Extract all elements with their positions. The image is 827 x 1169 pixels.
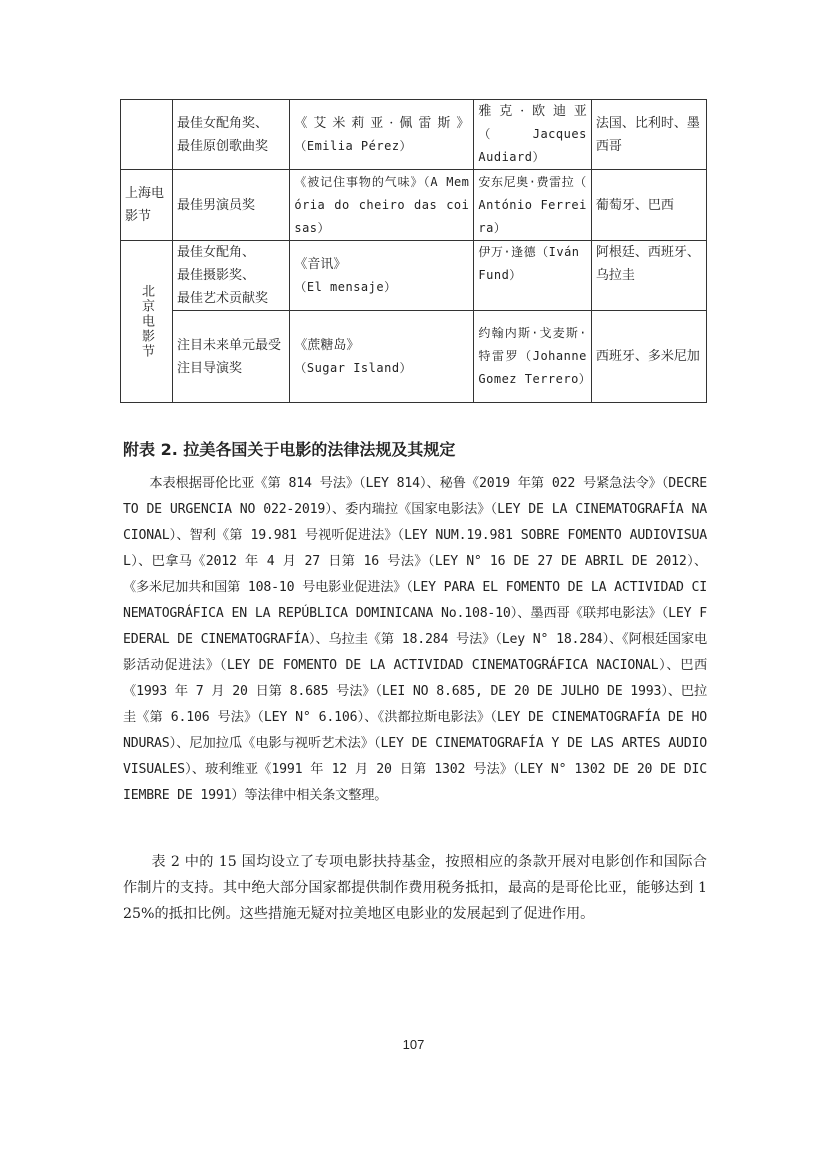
director-cell	[474, 100, 591, 170]
table-row	[121, 311, 707, 403]
award-line: 最佳男演员奖	[176, 197, 255, 213]
director-line: （ Jacques	[478, 127, 587, 141]
award-line: 最佳原创歌曲奖	[176, 138, 268, 154]
award-line: 注目未来单元最受注目导演奖	[176, 337, 281, 376]
festival-name-vertical: 北京电影节	[138, 284, 154, 359]
body-paragraph: 本表根据哥伦比亚《第 814 号法》（LEY 814）、秘鲁《2019 年第 022 号紧急法令》（DECRETO DE URGENCIA NO 022-2019）、委内瑞拉《国家电影法》（LEY DE LA CINEMATOGRAFÍA NACIONAL）、智利《第 19.981 号视听促进法》（LEY NUM.19.981 SOBRE FOMENTO AUDIOVISUAL）、巴拿马《2012 年 4 月 27 日第 16 号法》（LEY N° 16 DE 27 DE ABRIL DE 2012）、《多米尼加共和国第 108-10 号电影业促进法》（LEY PARA EL FOMENTO DE LA ACTIVIDAD CINEMATOGRÁFICA EN LA REPÚBLICA DOMINICANA No.108-10）、墨西哥《联邦电影法》（LEY FEDERAL DE CINEMATOGRAFÍA）、乌拉圭《第 18.284 号法》（Ley N° 18.284）、《阿根廷国家电影活动促进法》（LEY DE FOMENTO DE LA ACTIVIDAD CINEMATOGRÁFICA NACIONAL）、巴西《1993 年 7 月 20 日第 8.685 号法》（LEI NO 8.685, DE 20 DE JULHO DE 1993）、巴拉圭《第 6.106 号法》（LEY N° 6.106）、《洪都拉斯电影法》（LEY DE CINEMATOGRAFÍA DE HONDURAS）、尼加拉瓜《电影与视听艺术法》（LEY DE CINEMATOGRAFÍA Y DE LAS ARTES AUDIOVISUALES）、玻利维亚《1991 年 12 月 20 日第 1302 号法》（LEY N° 1302 DE 20 DE DICIEMBRE DE 1991）等法律中相关条文整理。	[123, 476, 707, 803]
festival-cell	[121, 241, 173, 403]
table-row	[121, 170, 707, 241]
table-row	[121, 100, 707, 170]
film-title: 《音讯》	[294, 256, 347, 272]
award-cell	[172, 241, 289, 311]
festival-cell	[121, 100, 173, 170]
award-cell	[172, 100, 289, 170]
award-cell	[172, 311, 289, 403]
film-title: 《艾米莉亚·佩雷斯》	[294, 115, 470, 131]
award-line: 最佳女配角奖、	[176, 115, 268, 131]
director-line: 伊万·逢德（Iván Fund）	[478, 245, 580, 282]
page-number: 107	[402, 1037, 425, 1052]
director-line: 雅克·欧迪亚	[478, 104, 587, 119]
director-cell	[474, 241, 591, 311]
director-line: 约翰内斯·戈麦斯·特雷罗（Johanne Gomez Terrero）	[478, 326, 592, 386]
film-original-title: （Sugar Island）	[294, 360, 413, 375]
award-line: 最佳艺术贡献奖	[176, 291, 268, 306]
section-heading: 附表 2. 拉美各国关于电影的法律法规及其规定	[123, 440, 456, 459]
festival-cell: 上海电影节	[121, 170, 173, 241]
film-original-title: （Emilia Pérez）	[294, 138, 413, 153]
film-cell	[290, 241, 474, 311]
film-title: 《蔗糖岛》	[294, 337, 360, 353]
film-cell	[290, 100, 474, 170]
country-cell: 葡萄牙、巴西	[591, 170, 706, 241]
table-row	[121, 241, 707, 311]
country-cell: 西班牙、多米尼加	[591, 311, 706, 403]
award-cell	[172, 170, 289, 241]
body-paragraph: 表 2 中的 15 国均设立了专项电影扶持基金，按照相应的条款开展对电影创作和国际合作制片的支持。其中绝大部分国家都提供制作费用税务抵扣，最高的是哥伦比亚，能够达到 125%的抵扣比例。这些措施无疑对拉美地区电影业的发展起到了促进作用。	[123, 854, 707, 922]
country-cell: 阿根廷、西班牙、乌拉圭	[591, 241, 706, 311]
film-title: 《被记住事物的气味》（A Memória do cheiro das coisas）	[294, 174, 470, 235]
director-line: 安东尼奥·费雷拉（ António Ferreira）	[478, 174, 587, 235]
film-cell	[290, 311, 474, 403]
award-table	[120, 99, 707, 403]
film-original-title: （El mensaje）	[294, 279, 397, 294]
award-line: 最佳女配角、	[176, 245, 255, 260]
director-line: Audiard）	[478, 150, 545, 164]
director-cell	[474, 311, 591, 403]
film-cell	[290, 170, 474, 241]
country-cell: 法国、比利时、墨西哥	[591, 100, 706, 170]
director-cell	[474, 170, 591, 241]
award-line: 最佳摄影奖、	[176, 268, 255, 283]
